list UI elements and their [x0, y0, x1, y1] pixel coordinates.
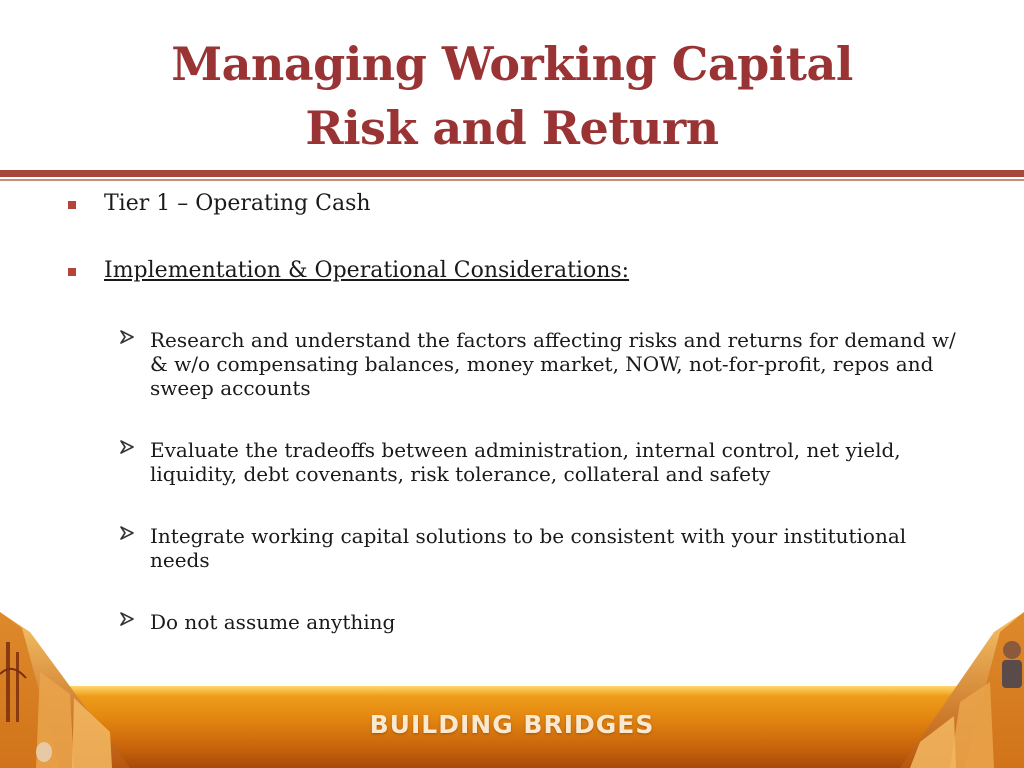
bridge-photo-left [0, 612, 130, 768]
subbullet-item-evaluate [150, 438, 970, 486]
title-line-2: Risk and Return [305, 101, 719, 155]
subbullet-text: Research and understand the factors affecting risks and returns for demand w/ & w/o compensating balances, money market, NOW, not-for-profit, repos and sweep accounts [150, 328, 956, 400]
arrow-bullet-icon [118, 327, 138, 347]
subbullet-item-assume [150, 610, 970, 634]
bullet-item-implementation [104, 258, 629, 283]
arrow-bullet-icon [118, 523, 138, 543]
bullet-item-tier1 [104, 191, 371, 216]
title-divider [0, 170, 1024, 177]
bullet-text: Implementation & Operational Considerations: [104, 258, 630, 283]
people-photo-right [900, 612, 1024, 768]
subbullet-text: Do not assume anything [150, 610, 396, 634]
footer-banner-text: BUILDING BRIDGES [369, 710, 655, 739]
subbullet-item-research [150, 328, 970, 400]
subbullet-text: Integrate working capital solutions to be consistent with your institutional needs [150, 524, 907, 572]
square-bullet-icon [68, 201, 76, 209]
subbullet-item-integrate [150, 524, 970, 572]
bullet-text: Tier 1 – Operating Cash [104, 191, 371, 216]
footer-banner-highlight [0, 686, 1024, 696]
square-bullet-icon [68, 268, 76, 276]
subbullet-text: Evaluate the tradeoffs between administration, internal control, net yield, liquidity, debt covenants, risk tolerance, collateral and safety [150, 438, 901, 486]
arrow-bullet-icon [118, 437, 138, 457]
title-divider-thin [0, 179, 1024, 181]
slide-title [0, 32, 1024, 160]
title-line-1: Managing Working Capital [171, 37, 853, 91]
